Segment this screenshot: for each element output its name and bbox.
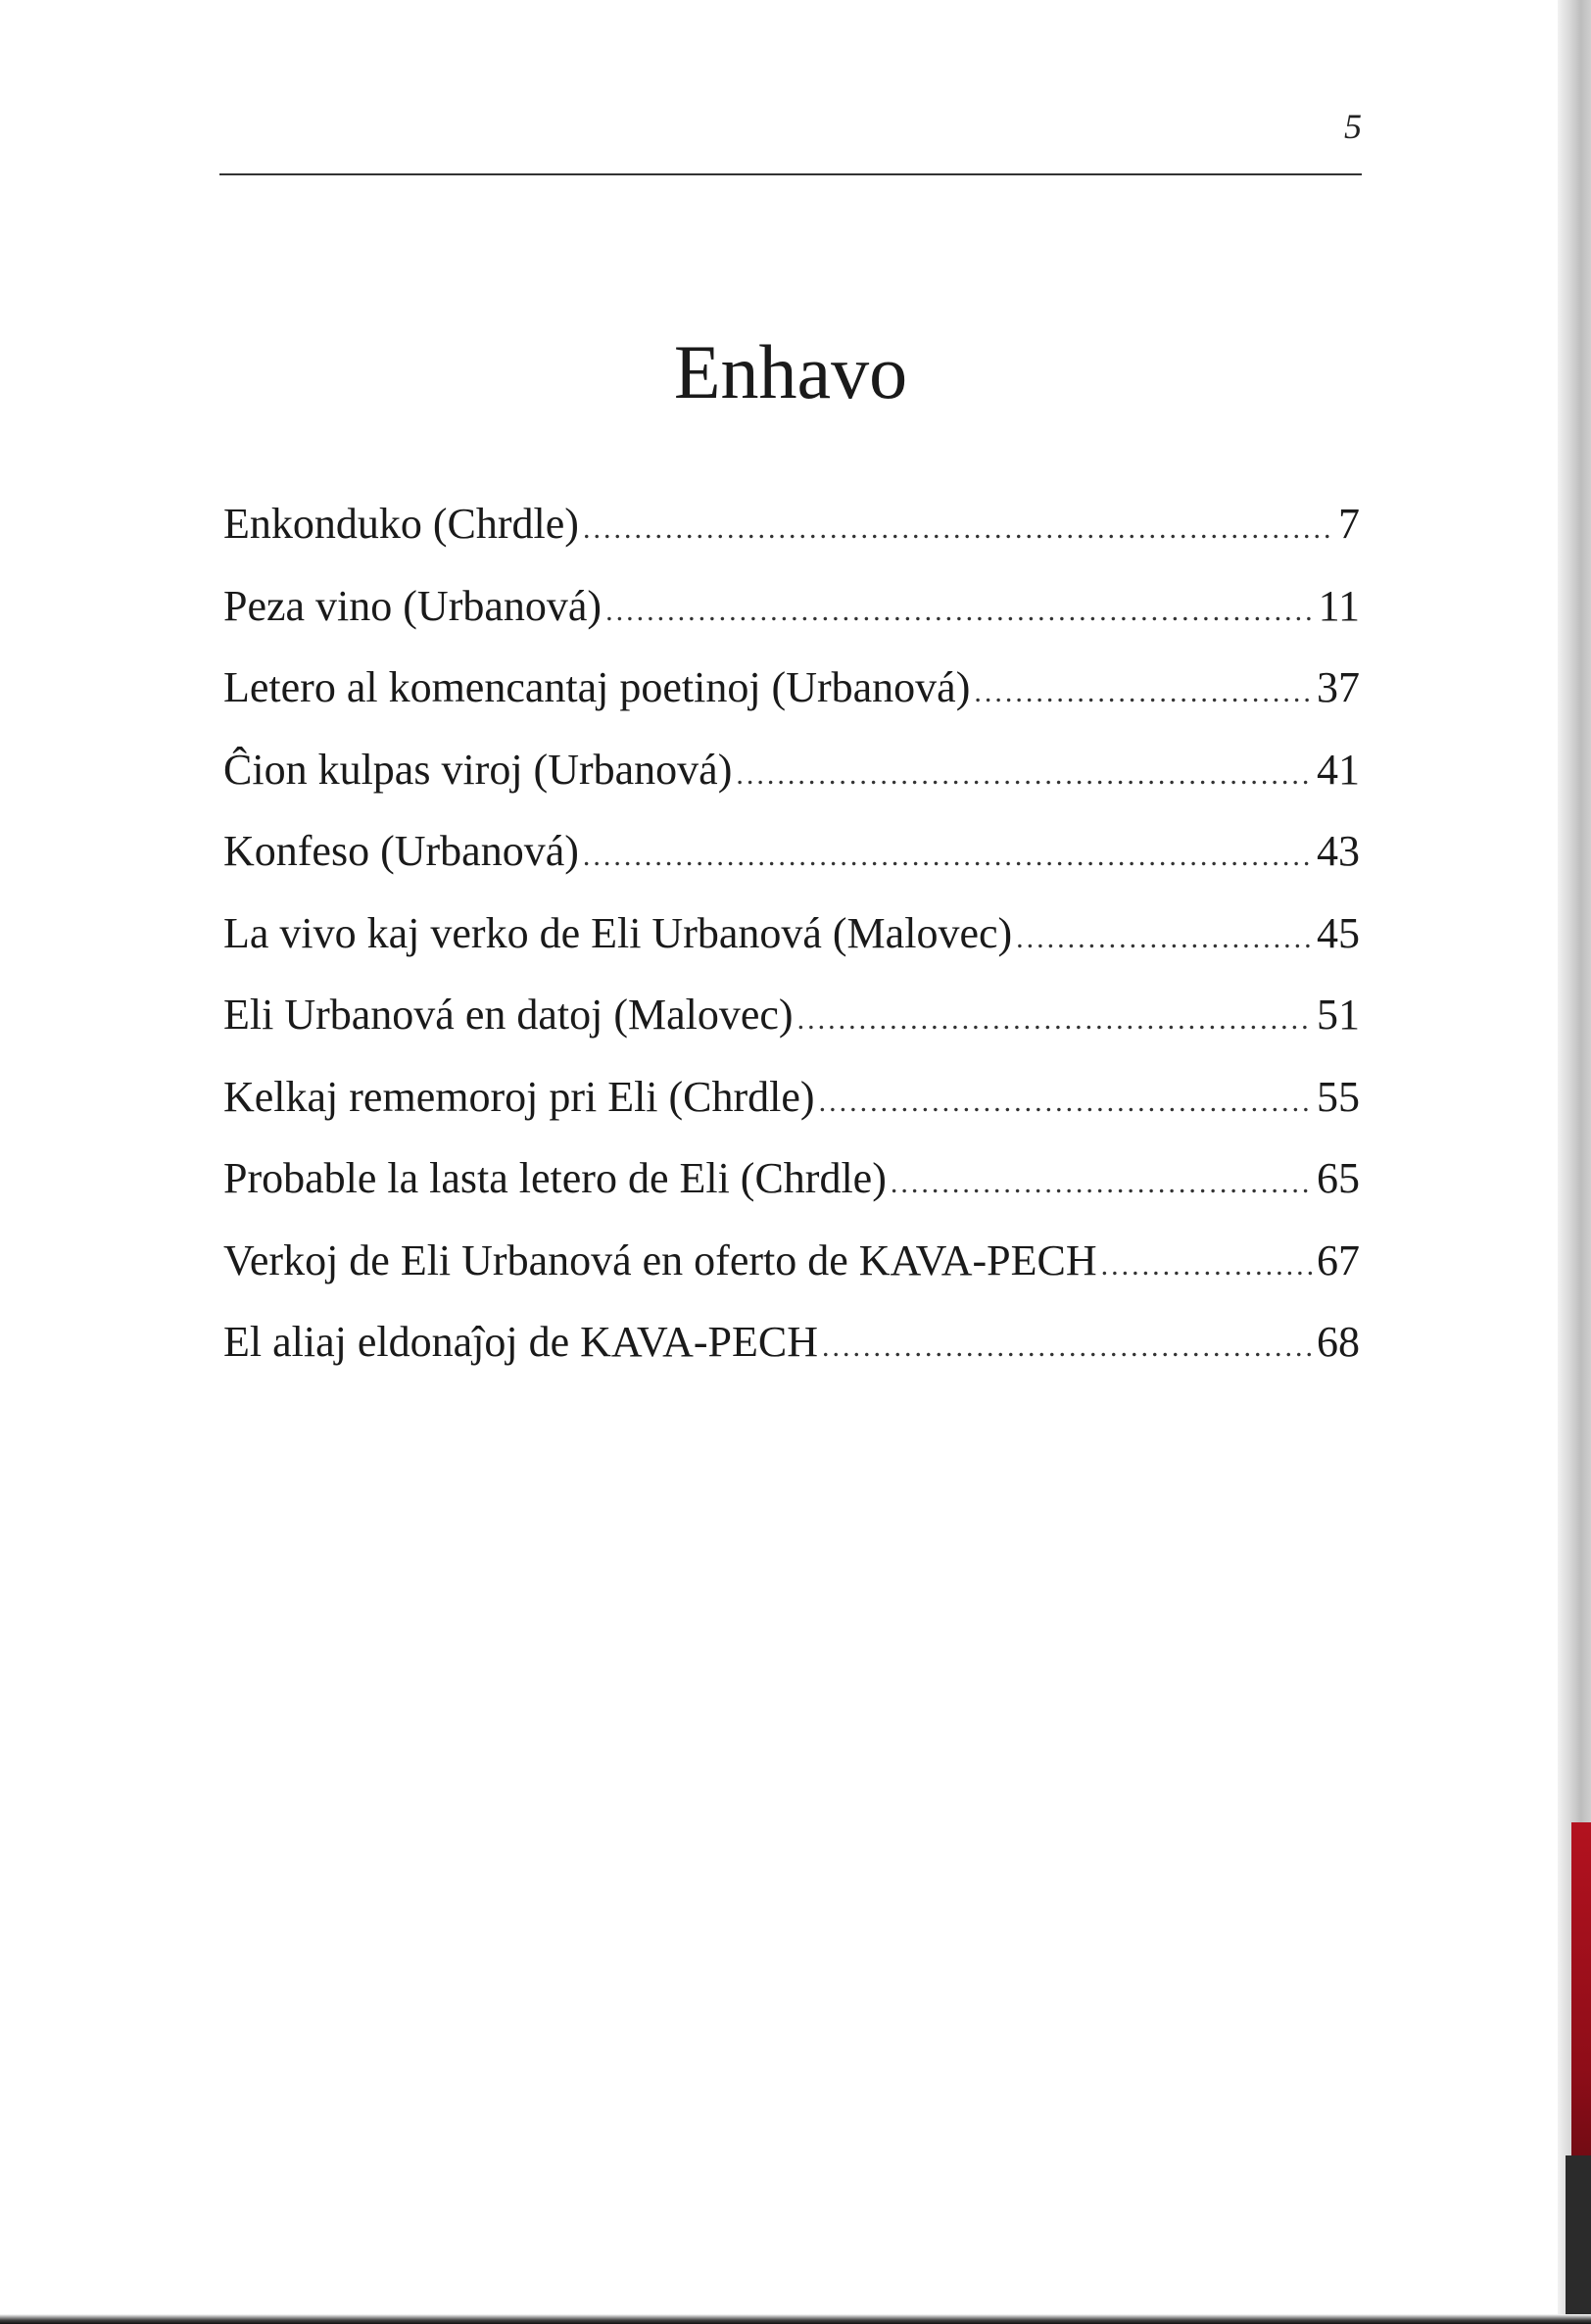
toc-entry[interactable] bbox=[223, 658, 1360, 741]
toc-entry[interactable] bbox=[223, 904, 1360, 987]
toc-entry[interactable] bbox=[223, 1232, 1360, 1314]
toc-entry-page: 45 bbox=[1317, 908, 1360, 957]
toc-entry-title: Verkoj de Eli Urbanová en oferto de KAVA-PECH bbox=[223, 1235, 1097, 1284]
toc-entry-title: Peza vino (Urbanová) bbox=[223, 581, 603, 630]
toc-entry-page: 37 bbox=[1317, 663, 1360, 711]
toc-entry-title: Eli Urbanová en datoj (Malovec) bbox=[223, 991, 794, 1039]
toc-entry-page: 51 bbox=[1317, 991, 1360, 1039]
toc-dot-leader bbox=[736, 746, 1313, 804]
toc-dot-leader bbox=[1016, 909, 1313, 968]
toc-entry[interactable] bbox=[223, 822, 1360, 904]
toc-dot-leader bbox=[583, 827, 1313, 886]
toc-dot-leader bbox=[891, 1154, 1313, 1213]
toc-dot-leader bbox=[797, 991, 1313, 1049]
toc-entry-title: Kelkaj rememoroj pri Eli (Chrdle) bbox=[223, 1072, 815, 1121]
toc-entry-title: Ĉion kulpas viroj (Urbanová) bbox=[223, 745, 733, 794]
toc-dot-leader bbox=[974, 663, 1313, 722]
toc-dot-leader bbox=[819, 1073, 1313, 1132]
toc-entry-title: Enkonduko (Chrdle) bbox=[223, 500, 579, 548]
toc-entry-title: La vivo kaj verko de Eli Urbanová (Malovec) bbox=[223, 908, 1013, 957]
toc-dot-leader bbox=[605, 582, 1315, 641]
scanned-bottom-edge bbox=[0, 2314, 1591, 2324]
toc-entry-page: 43 bbox=[1317, 827, 1360, 875]
toc-entry[interactable] bbox=[223, 1149, 1360, 1232]
toc-dot-leader bbox=[1101, 1236, 1313, 1295]
toc-entry-page: 7 bbox=[1338, 500, 1360, 548]
toc-entry-page: 55 bbox=[1317, 1072, 1360, 1121]
toc-entry[interactable] bbox=[223, 1068, 1360, 1150]
toc-dot-leader bbox=[822, 1318, 1313, 1377]
toc-dot-leader bbox=[583, 500, 1334, 558]
page-number: 5 bbox=[1344, 107, 1362, 146]
toc-entry[interactable] bbox=[223, 741, 1360, 823]
toc-entry-page: 67 bbox=[1317, 1235, 1360, 1284]
header-rule bbox=[219, 173, 1362, 175]
toc-entry-title: Konfeso (Urbanová) bbox=[223, 827, 579, 875]
toc-entry-page: 11 bbox=[1318, 581, 1360, 630]
page-title: Enhavo bbox=[673, 329, 908, 414]
book-spine-shadow bbox=[1566, 2155, 1591, 2324]
toc-entry-page: 65 bbox=[1317, 1154, 1360, 1202]
toc-entry[interactable] bbox=[223, 577, 1360, 659]
table-of-contents bbox=[223, 495, 1360, 1395]
toc-entry[interactable] bbox=[223, 986, 1360, 1068]
toc-entry[interactable] bbox=[223, 1313, 1360, 1395]
toc-entry-page: 41 bbox=[1317, 745, 1360, 794]
toc-entry-page: 68 bbox=[1317, 1318, 1360, 1366]
toc-entry-title: Probable la lasta letero de Eli (Chrdle) bbox=[223, 1154, 887, 1202]
toc-entry-title: El aliaj eldonaĵoj de KAVA-PECH bbox=[223, 1318, 818, 1366]
toc-entry[interactable] bbox=[223, 495, 1360, 577]
toc-entry-title: Letero al komencantaj poetinoj (Urbanová) bbox=[223, 663, 971, 711]
